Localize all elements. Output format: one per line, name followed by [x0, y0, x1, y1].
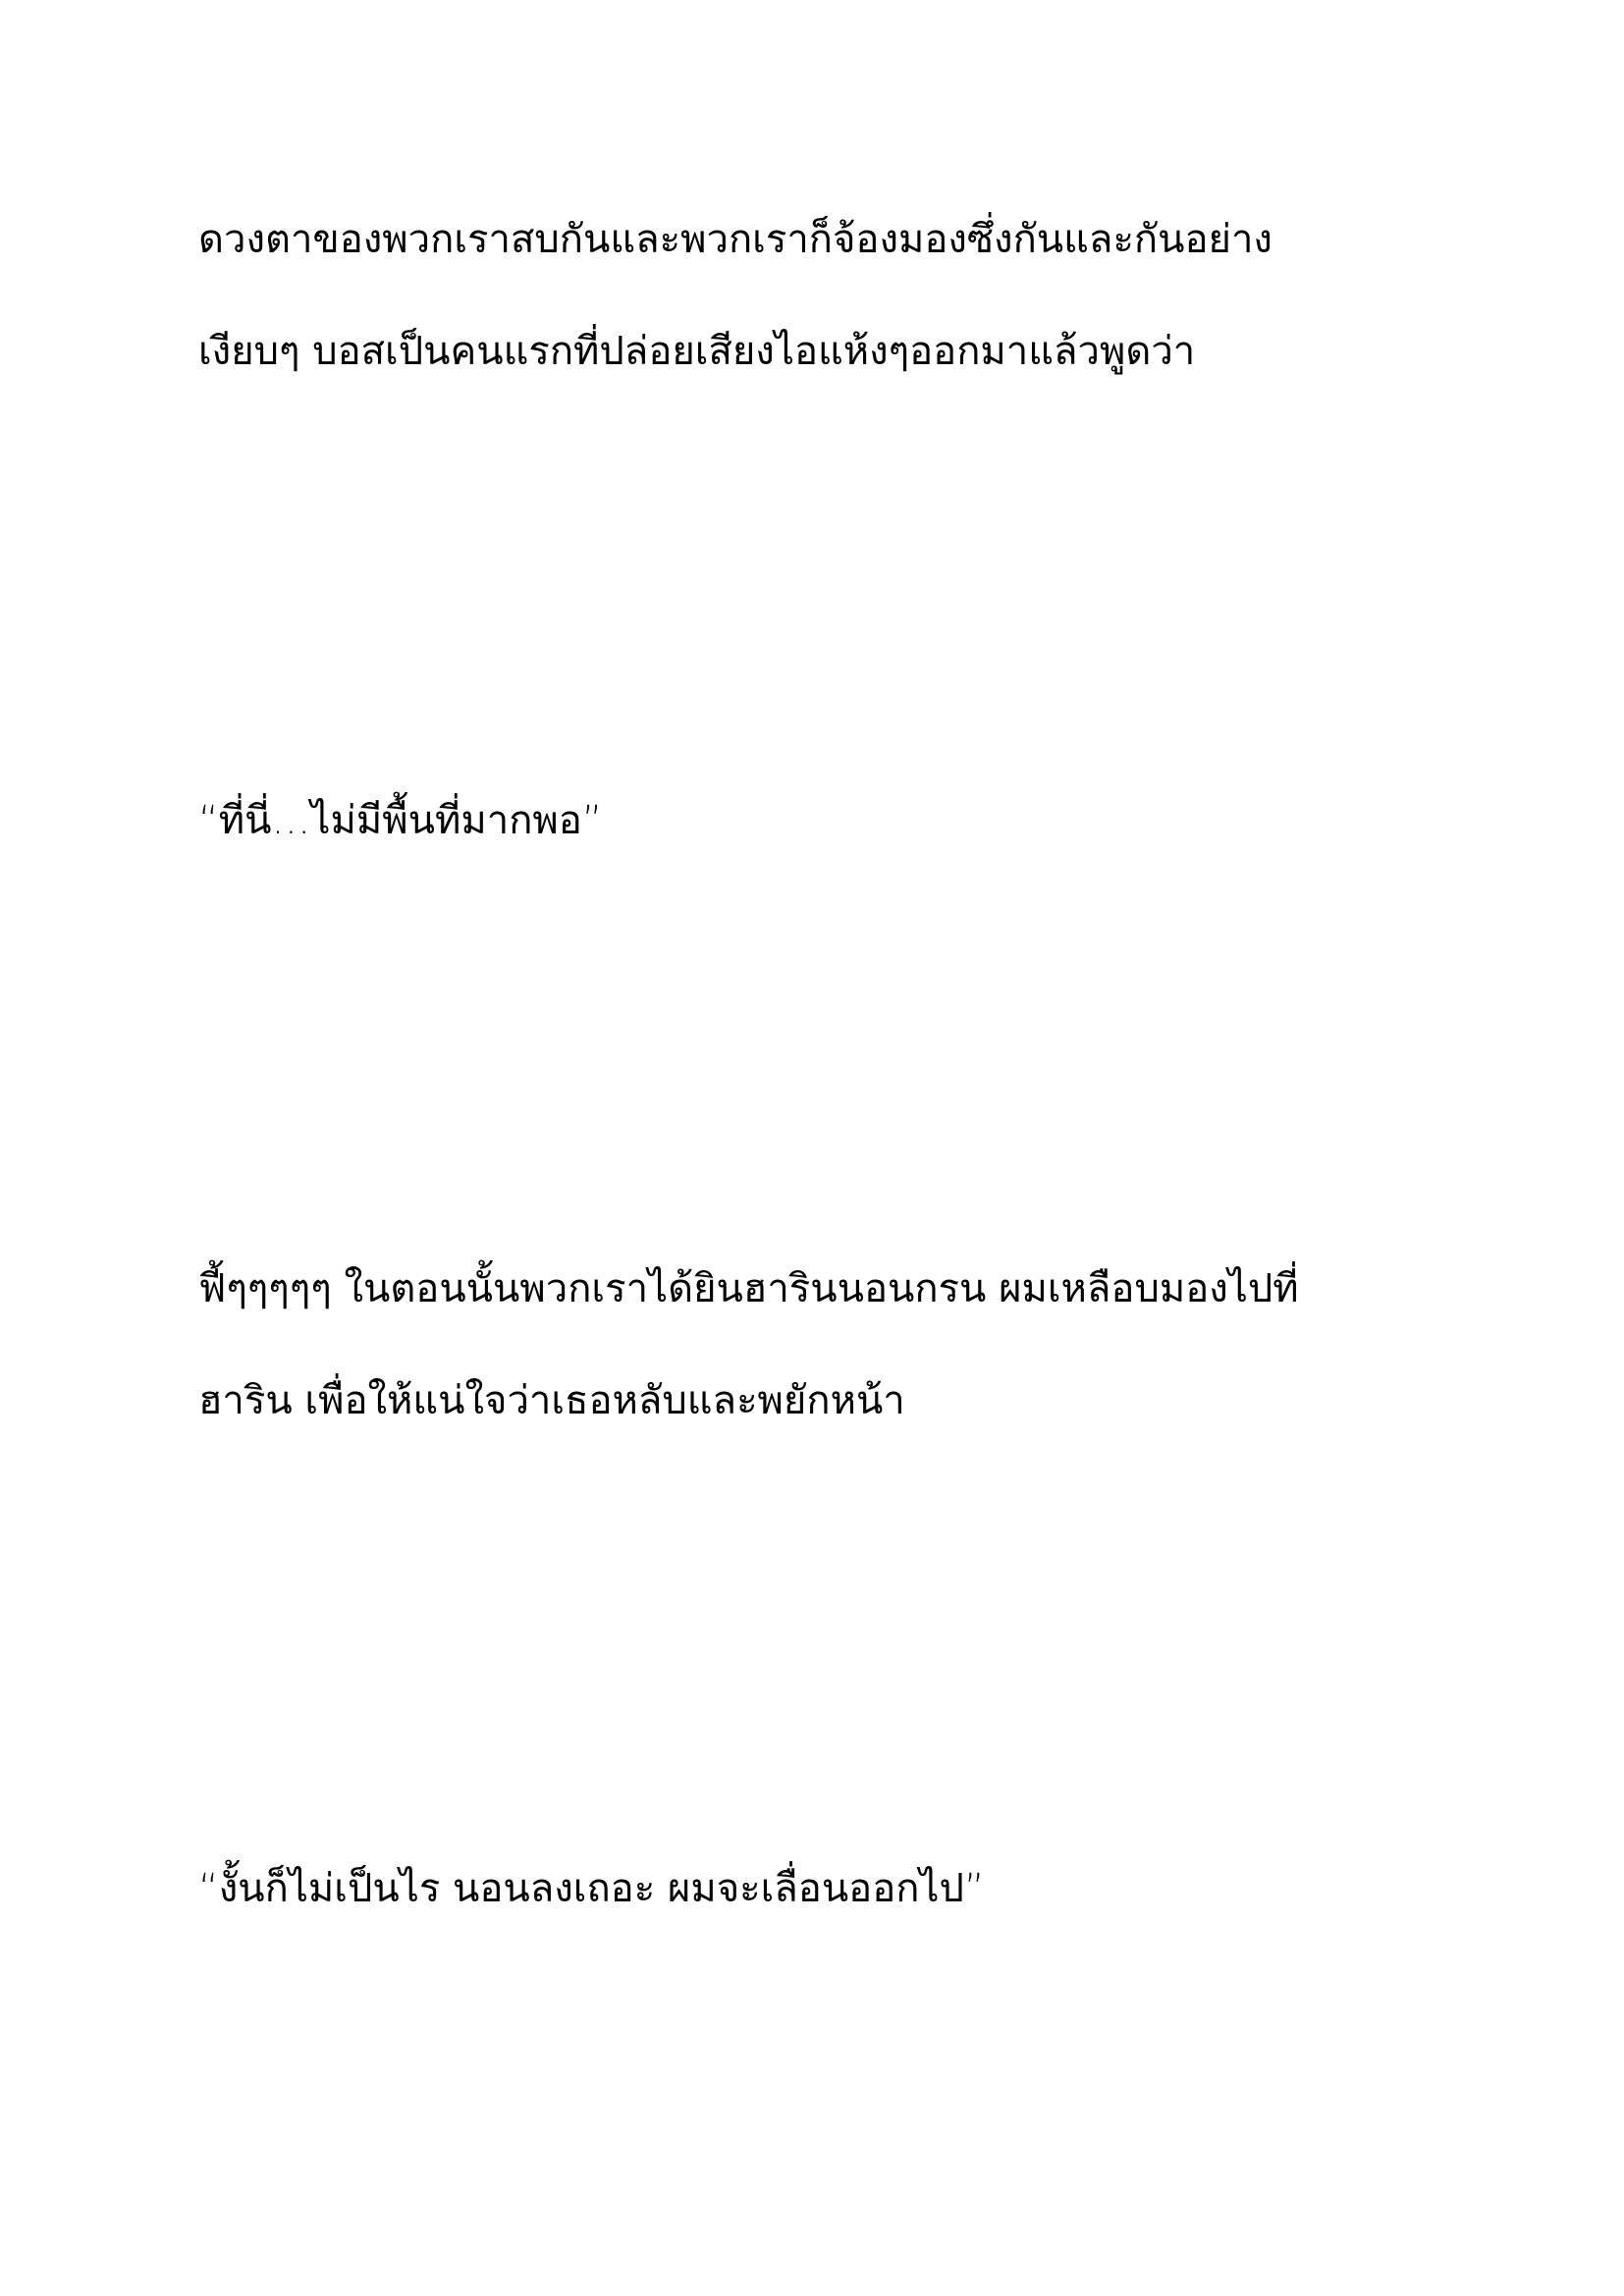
paragraph-dialogue-2: [198, 1833, 1475, 1945]
text-line: เงียบๆ บอสเป็นคนแรกที่ปล่อยเสียงไอแห้งๆออกมาแล้วพูดว่า: [198, 329, 1196, 374]
text-line: “ที่นี่…ไม่มีพื้นที่มากพอ”: [198, 798, 603, 843]
text-line: ดวงตาของพวกเราสบกันและพวกเราก็จ้องมองซึ่งกันและกันอย่าง: [198, 217, 1272, 262]
paragraph-narration-2: [198, 1233, 1475, 1457]
paragraph-dialogue-1: [198, 765, 1475, 877]
paragraph-narration-1: [198, 184, 1475, 407]
text-line: ฟี้ๆๆๆๆๆ ในตอนนั้นพวกเราได้ยินฮารินนอนกรน ผมเหลือบมองไปที่: [198, 1266, 1299, 1311]
text-line: ฮาริน เพื่อให้แน่ใจว่าเธอหลับและพยักหน้า: [198, 1378, 905, 1423]
text-line: “งั้นก็ไม่เป็นไร นอนลงเถอะ ผมจะเลื่อนออกไป”: [198, 1866, 985, 1911]
